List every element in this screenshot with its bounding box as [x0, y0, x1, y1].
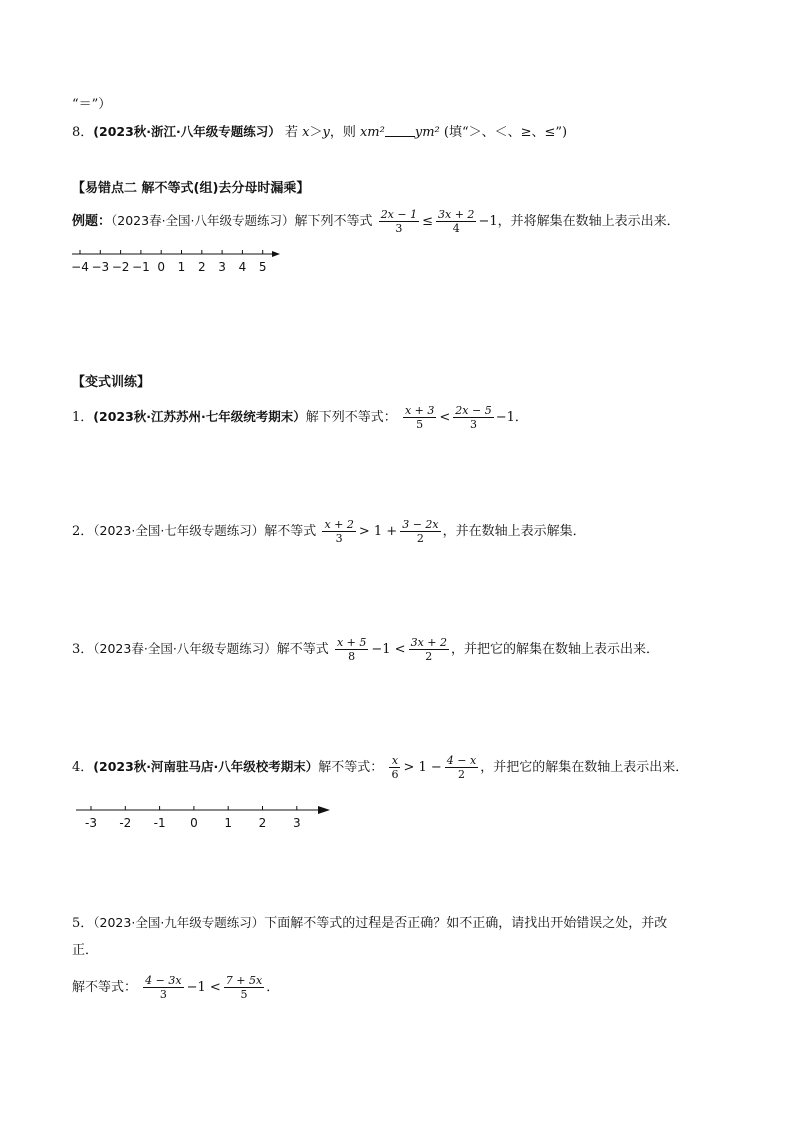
question-number: 3． — [72, 642, 94, 657]
section-heading-error-point-2: 【易错点二 解不等式(组)去分母时漏乘】 — [72, 181, 310, 196]
question-number: 2． — [72, 524, 94, 539]
problem-4: 4．(2023秋·河南驻马店·八年级校考期末）解不等式： $\frac{x}{6}$ > 1 − $\frac{4 - x}{2}$ ，并把它的解集在数轴上表示出来． — [72, 754, 689, 781]
fraction: $\frac{x + 2}{3}$ — [324, 518, 354, 545]
arrow-right-icon — [318, 806, 330, 814]
number-line-tick-label: −3 — [91, 260, 110, 274]
number-line-tick-label: −2 — [111, 260, 130, 274]
question-number: 8． — [72, 125, 94, 140]
question-source: (2023秋·江苏苏州·七年级统考期末） — [93, 409, 306, 424]
problem-2: 2．（2023·全国·七年级专题练习）解不等式 $\frac{x + 2}{3}$ > 1 + $\frac{3 - 2x}{2}$ ，并在数轴上表示解集． — [72, 518, 586, 545]
number-line-2 — [72, 800, 334, 830]
fraction: $\frac{7 + 5x}{5}$ — [225, 974, 263, 1001]
problem-5: 5．（2023·全国·九年级专题练习）下面解不等式的过程是否正确？如不正确，请找出开始错误之处，并改 — [72, 915, 668, 931]
number-line-tick-label: 2 — [197, 260, 206, 274]
fraction: $\frac{3 - 2x}{2}$ — [402, 518, 439, 545]
fraction: $\frac{4 - x}{2}$ — [446, 754, 477, 781]
number-line-tick-label: 1 — [224, 816, 233, 830]
number-line-tick-label: -2 — [119, 816, 132, 830]
fraction: $\frac{x}{6}$ — [391, 754, 399, 781]
number-line-1 — [68, 246, 288, 276]
section-heading-variant-training: 【变式训练】 — [72, 375, 151, 390]
question-source: （2023·全国·九年级专题练习） — [93, 915, 265, 930]
number-line-tick-label: 0 — [157, 260, 166, 274]
fraction: $\frac{2x - 1}{3}$ — [380, 208, 418, 235]
problem-3: 3．（2023春·全国·八年级专题练习）解不等式 $\frac{x + 5}{8}$ −1 < $\frac{3x + 2}{2}$ ，并把它的解集在数轴上表示出来． — [72, 636, 660, 663]
problem-1: 1．(2023秋·江苏苏州·七年级统考期末）解下列不等式： $\frac{x + 3}{5}$ < $\frac{2x - 5}{3}$ −1． — [72, 404, 528, 431]
question-source: （2023春·全国·八年级专题练习） — [111, 213, 295, 228]
number-line-tick-label: 0 — [190, 816, 198, 830]
number-line-tick-label: 4 — [238, 260, 247, 274]
fraction: $\frac{x + 5}{8}$ — [336, 636, 367, 663]
number-line-tick-label: 3 — [218, 260, 226, 274]
number-line-tick-label: 3 — [292, 816, 301, 830]
number-line-tick-label: 5 — [258, 260, 267, 274]
question-number: 5． — [72, 916, 94, 931]
question-8: 8．(2023秋·浙江·八年级专题练习） 若 x＞y，则 xm² ym² (填“＞、＜、≥、≤”) — [72, 124, 568, 140]
fraction: $\frac{2x - 5}{3}$ — [455, 404, 492, 431]
question-source: （2023·全国·七年级专题练习） — [93, 523, 265, 538]
answer-blank[interactable] — [385, 124, 415, 137]
question-source: (2023秋·河南驻马店·八年级校考期末） — [93, 759, 319, 774]
number-line-tick-label: −4 — [71, 260, 89, 274]
fraction: $\frac{3x + 2}{4}$ — [438, 208, 475, 235]
question-source: (2023秋·浙江·八年级专题练习） — [93, 124, 281, 139]
question-number: 1． — [72, 410, 94, 425]
number-line-tick-label: 2 — [258, 816, 267, 830]
problem-5-inequality: 解不等式： $\frac{4 - 3x}{3}$ −1 < $\frac{7 + 5x}{5}$ ． — [72, 974, 280, 1001]
example-problem: 例题：（2023春·全国·八年级专题练习）解下列不等式 $\frac{2x - 1}{3}$ ≤ $\frac{3x + 2}{4}$ −1，并将解集在数轴上表示出来． — [72, 208, 680, 235]
top-quote-fragment: “＝”） — [72, 97, 112, 112]
fraction: $\frac{3x + 2}{2}$ — [410, 636, 447, 663]
question-number: 4． — [72, 760, 94, 775]
fraction: $\frac{x + 3}{5}$ — [404, 404, 435, 431]
example-label: 例题： — [72, 214, 112, 229]
arrow-right-icon — [272, 251, 280, 257]
number-line-tick-label: -3 — [85, 816, 97, 830]
question-source: （2023春·全国·八年级专题练习） — [93, 641, 277, 656]
number-line-tick-label: 1 — [177, 260, 186, 274]
number-line-tick-label: −1 — [132, 260, 150, 274]
number-line-tick-label: -1 — [153, 816, 166, 830]
problem-5-continued: 正． — [72, 943, 99, 958]
fraction: $\frac{4 - 3x}{3}$ — [145, 974, 182, 1001]
